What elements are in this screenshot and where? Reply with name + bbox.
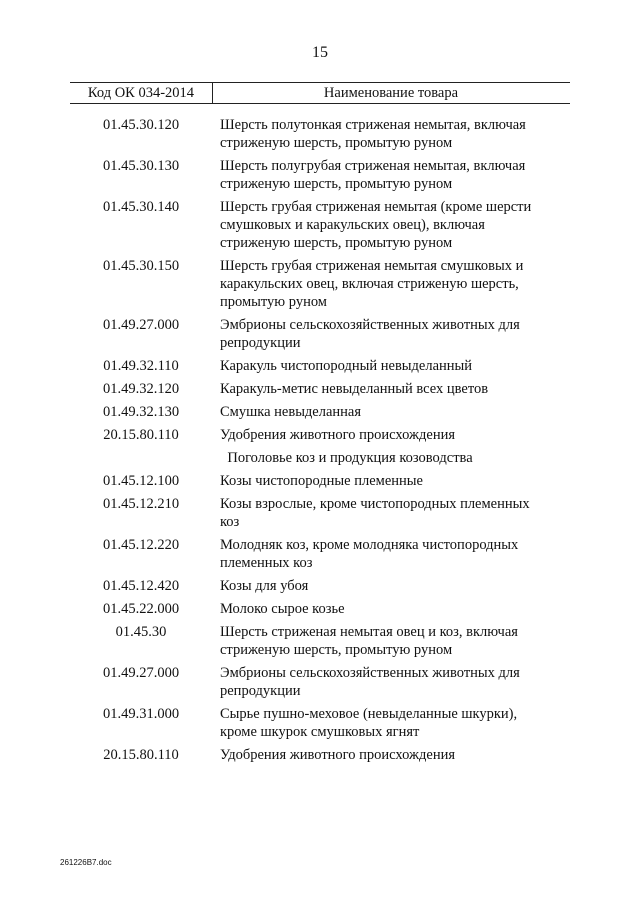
row-code: 01.45.30.130 [102,158,180,174]
row-name: Каракуль-метис невыделанный всех цветов [220,381,489,397]
table-header [70,82,570,104]
page-number: 15 [312,44,328,61]
table-row [70,316,570,352]
table-row [70,357,570,375]
row-code: 20.15.80.110 [103,747,179,763]
row-name: Удобрения животного происхождения [220,427,456,443]
row-code: 01.49.32.130 [102,404,180,420]
row-code: 01.49.31.000 [102,706,180,722]
row-name: Каракуль чистопородный невыделанный [220,358,473,374]
row-code: 01.49.27.000 [102,665,180,681]
table-body [70,116,570,769]
table-row [70,403,570,421]
row-name: Шерсть полутонкая стриженая немытая, включая стриженую шерсть, промытую руном [220,117,526,151]
row-name: Молоко сырое козье [220,601,345,617]
table-row [70,664,570,700]
row-name: Шерсть полугрубая стриженая немытая, включая стриженую шерсть, промытую руном [220,158,526,192]
table-row [70,426,570,444]
row-code: 01.45.30.120 [102,117,180,133]
table-row [70,257,570,311]
row-code: 01.45.12.100 [102,473,180,489]
table-row [70,198,570,252]
row-name: Эмбрионы сельскохозяйственных животных для репродукции [220,317,520,351]
header-code-label: Код ОК 034-2014 [70,83,213,103]
row-code: 01.49.32.120 [102,381,180,397]
row-name: Шерсть стриженая немытая овец и коз, включая стриженую шерсть, промытую руном [220,624,518,658]
row-code: 01.45.30 [115,624,167,640]
row-name: Эмбрионы сельскохозяйственных животных для репродукции [220,665,520,699]
table-row [70,495,570,531]
row-name: Удобрения животного происхождения [220,747,456,763]
row-code: 01.49.32.110 [103,358,179,374]
row-code: 01.49.27.000 [102,317,180,333]
row-code: 01.45.30.140 [102,199,180,215]
row-code: 01.45.22.000 [102,601,180,617]
table-row [70,600,570,618]
table-row [70,746,570,764]
row-name: Шерсть грубая стриженая немытая смушковых и каракульских овец, включая стриженую шерсть, промытую руном [220,258,524,310]
table-row [70,472,570,490]
table-row [70,380,570,398]
table-row [70,577,570,595]
table-row [70,705,570,741]
row-name: Козы чистопородные племенные [220,473,423,489]
table-row [70,536,570,572]
row-name: Козы для убоя [220,578,309,594]
row-code: 01.45.12.210 [102,496,180,512]
footer-filename: 261226B7.doc [60,858,112,867]
row-code: 01.45.30.150 [102,258,180,274]
row-name: Шерсть грубая стриженая немытая (кроме шерсти смушковых и каракульских овец), включая стриженую шерсть, промытую руном [220,199,532,251]
row-name: Молодняк коз, кроме молодняка чистопородных племенных коз [220,537,519,571]
section-title: Поголовье коз и продукция козоводства [227,450,473,466]
row-name: Козы взрослые, кроме чистопородных племенных коз [220,496,530,530]
rows-before-group [70,116,570,444]
rows-after-group [70,472,570,764]
row-code: 20.15.80.110 [103,427,179,443]
row-code: 01.45.12.220 [102,537,180,553]
row-name: Смушка невыделанная [220,404,362,420]
table-row [70,623,570,659]
table-row [70,116,570,152]
row-code: 01.45.12.420 [102,578,180,594]
header-name-label: Наименование товара [323,85,459,101]
table-row [70,157,570,193]
row-name: Сырье пушно-меховое (невыделанные шкурки), кроме шкурок смушковых ягнят [220,706,518,740]
